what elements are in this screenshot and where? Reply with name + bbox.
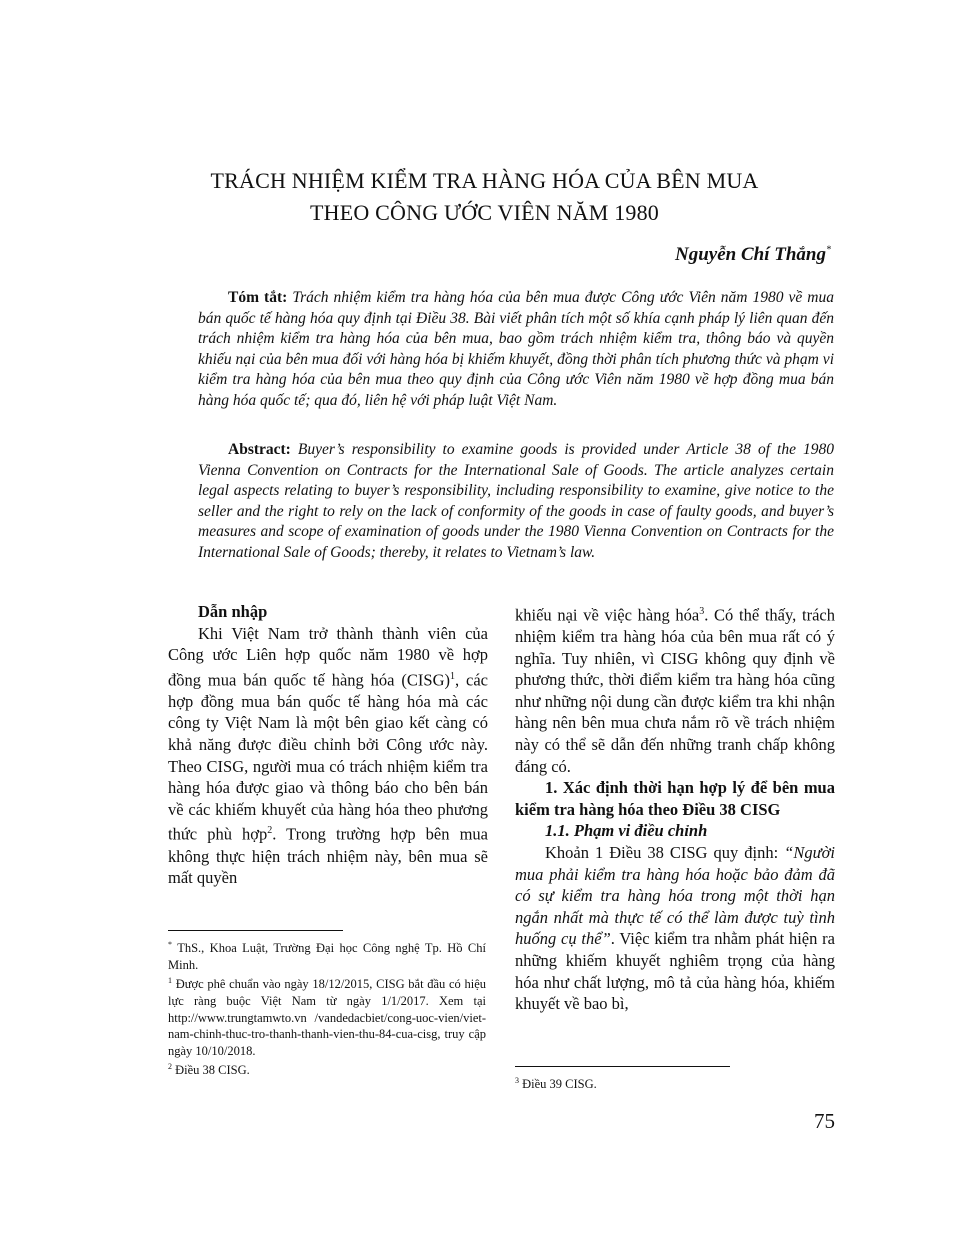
footnote-ref-2: 2 — [267, 825, 273, 837]
footnote-1-mark: 1 — [168, 976, 172, 986]
abstract-en-text: Buyer’s responsibility to examine goods is provided under Article 38 of the 1980 Vienna Convention on Contracts for the International Sale of Goods. The article analyzes certain legal aspects relating to buyer’s responsibility, including responsibility to examine, give notice to the seller and the right to rely on the lack of conformity of the goods in case of faulty goods, and buyer’s measures and scope of examination of goods under the 1980 Vienna Convention on Contracts for the International Sale of Goods; thereby, it relates to Vietnam’s law. — [198, 441, 835, 561]
footnote-ref-1: 1 — [449, 670, 455, 682]
abstract-vi-label: Tóm tắt: — [228, 289, 288, 306]
abstract-vi-text: Trách nhiệm kiểm tra hàng hóa của bên mua được Công ước Viên năm 1980 về mua bán quốc tế hàng hóa quy định tại Điều 38. Bài viết phân tích một số khía cạnh pháp lý liên quan đến trách nhiệm kiểm tra hàng hóa của bên mua, bao gồm trách nhiệm kiểm tra, thông báo và quyền khiếu nại của bên mua đối với hàng hóa bị khiếm khuyết, đồng thời phân tích phương thức và phạm vi kiểm tra hàng hóa của bên mua theo quy định của Công ước Viên năm 1980 về hợp đồng mua bán hàng hóa quốc tế; qua đó, liên hệ với pháp luật Việt Nam. — [198, 289, 834, 409]
intro-paragraph — [168, 623, 488, 889]
footnotes-right — [515, 1073, 833, 1093]
article-38-text: . Việc kiểm tra nhằm phát hiện ra những khiếm khuyết nghiêm trọng của hàng hóa như chất lượng, mô tả của hàng hóa, khiếm khuyết về bao bì, — [515, 929, 835, 1014]
author-footnote-mark: * — [826, 244, 831, 256]
intro-text-part-1: Khi Việt Nam trở thành thành viên của Công ước Liên hợp quốc năm 1980 về hợp đồng mua bán quốc tế hàng hóa (CISG) — [168, 623, 488, 690]
intro-continuation — [515, 601, 835, 777]
footnote-star-text: ThS., Khoa Luật, Trường Đại học Công nghệ Tp. Hồ Chí Minh. — [168, 941, 486, 972]
footnote-3 — [515, 1073, 833, 1093]
footnote-divider-right — [515, 1066, 730, 1067]
article-title-line-1: TRÁCH NHIỆM KIỂM TRA HÀNG HÓA CỦA BÊN MUA — [210, 168, 759, 193]
footnote-1 — [168, 973, 486, 1059]
footnote-3-mark: 3 — [515, 1076, 519, 1085]
author-name — [675, 244, 831, 266]
article-38-quote: “Người mua phải kiểm tra hàng hóa hoặc bảo đảm đã có sự kiểm tra hàng hóa trong một thời hạn ngắn nhất mà thực tế có thể làm được tuỳ tình huống cụ thể” — [515, 843, 835, 949]
abstract-vietnamese — [198, 288, 834, 412]
footnote-2-text: Điều 38 CISG. — [175, 1063, 250, 1078]
section-1-1-heading: 1.1. Phạm vi điều chỉnh — [545, 821, 708, 841]
intro-text-part-3: . Trong trường hợp bên mua không thực hiện trách nhiệm này, bên mua sẽ mất quyền — [168, 824, 488, 888]
right-column — [515, 601, 835, 1015]
footnote-2-mark: 2 — [168, 1062, 172, 1072]
article-38-paragraph — [515, 842, 835, 1015]
footnotes-left — [168, 937, 486, 1079]
section-1-heading: 1. Xác định thời hạn hợp lý để bên mua kiểm tra hàng hóa theo Điều 38 CISG — [515, 778, 835, 819]
article-title-line-2: THEO CÔNG ƯỚC VIÊN NĂM 1980 — [310, 200, 659, 225]
footnote-ref-3: 3 — [699, 606, 705, 617]
continuation-text-part-1: khiếu nại về việc hàng hóa — [515, 605, 700, 625]
page-number: 75 — [814, 1109, 835, 1133]
section-heading-introduction: Dẫn nhập — [198, 602, 268, 621]
left-column — [168, 601, 488, 889]
continuation-text-part-2: . Có thể thấy, trách nhiệm kiểm tra hàng hóa của bên mua rất có ý nghĩa. Tuy nhiên, vì CISG không quy định về phương thức, thời điểm kiểm tra hàng hóa cũng như những nội dung cần được kiểm tra khi nhận hàng nên bên mua chưa nắm rõ về trách nhiệm này có thể sẽ dẫn đến những tranh chấp không đáng có. — [515, 605, 835, 776]
abstract-english — [198, 440, 834, 564]
footnote-author — [168, 937, 486, 973]
author-name-text: Nguyễn Chí Thắng — [675, 244, 826, 265]
footnote-divider-left — [168, 930, 343, 931]
intro-text-part-2: , các hợp đồng mua bán quốc tế hàng hóa mà các công ty Việt Nam là một bên giao kết càng có khả năng được điều chỉnh bởi Công ước này. Theo CISG, người mua có trách nhiệm kiểm tra hàng hóa được giao và thông báo cho bên bán về các khiếm khuyết của hàng hóa theo phương thức phù hợp — [168, 670, 488, 844]
footnote-3-text: Điều 39 CISG. — [522, 1077, 597, 1092]
footnote-star-mark: * — [168, 940, 172, 949]
footnote-2 — [168, 1059, 486, 1079]
article-38-lead: Khoản 1 Điều 38 CISG quy định: — [545, 843, 785, 863]
abstract-en-label: Abstract: — [228, 441, 291, 458]
footnote-1-text: Được phê chuẩn vào ngày 18/12/2015, CISG bắt đầu có hiệu lực ràng buộc Việt Nam từ ngày 1/1/2017. Xem tại http://www.trungtamwto.vn /vandedacbiet/cong-uoc-vien/viet-nam-chinh-thuc-tro-thanh-thanh-vien-thu-84-cua-cisg, truy cập ngày 10/10/2018. — [168, 977, 487, 1058]
